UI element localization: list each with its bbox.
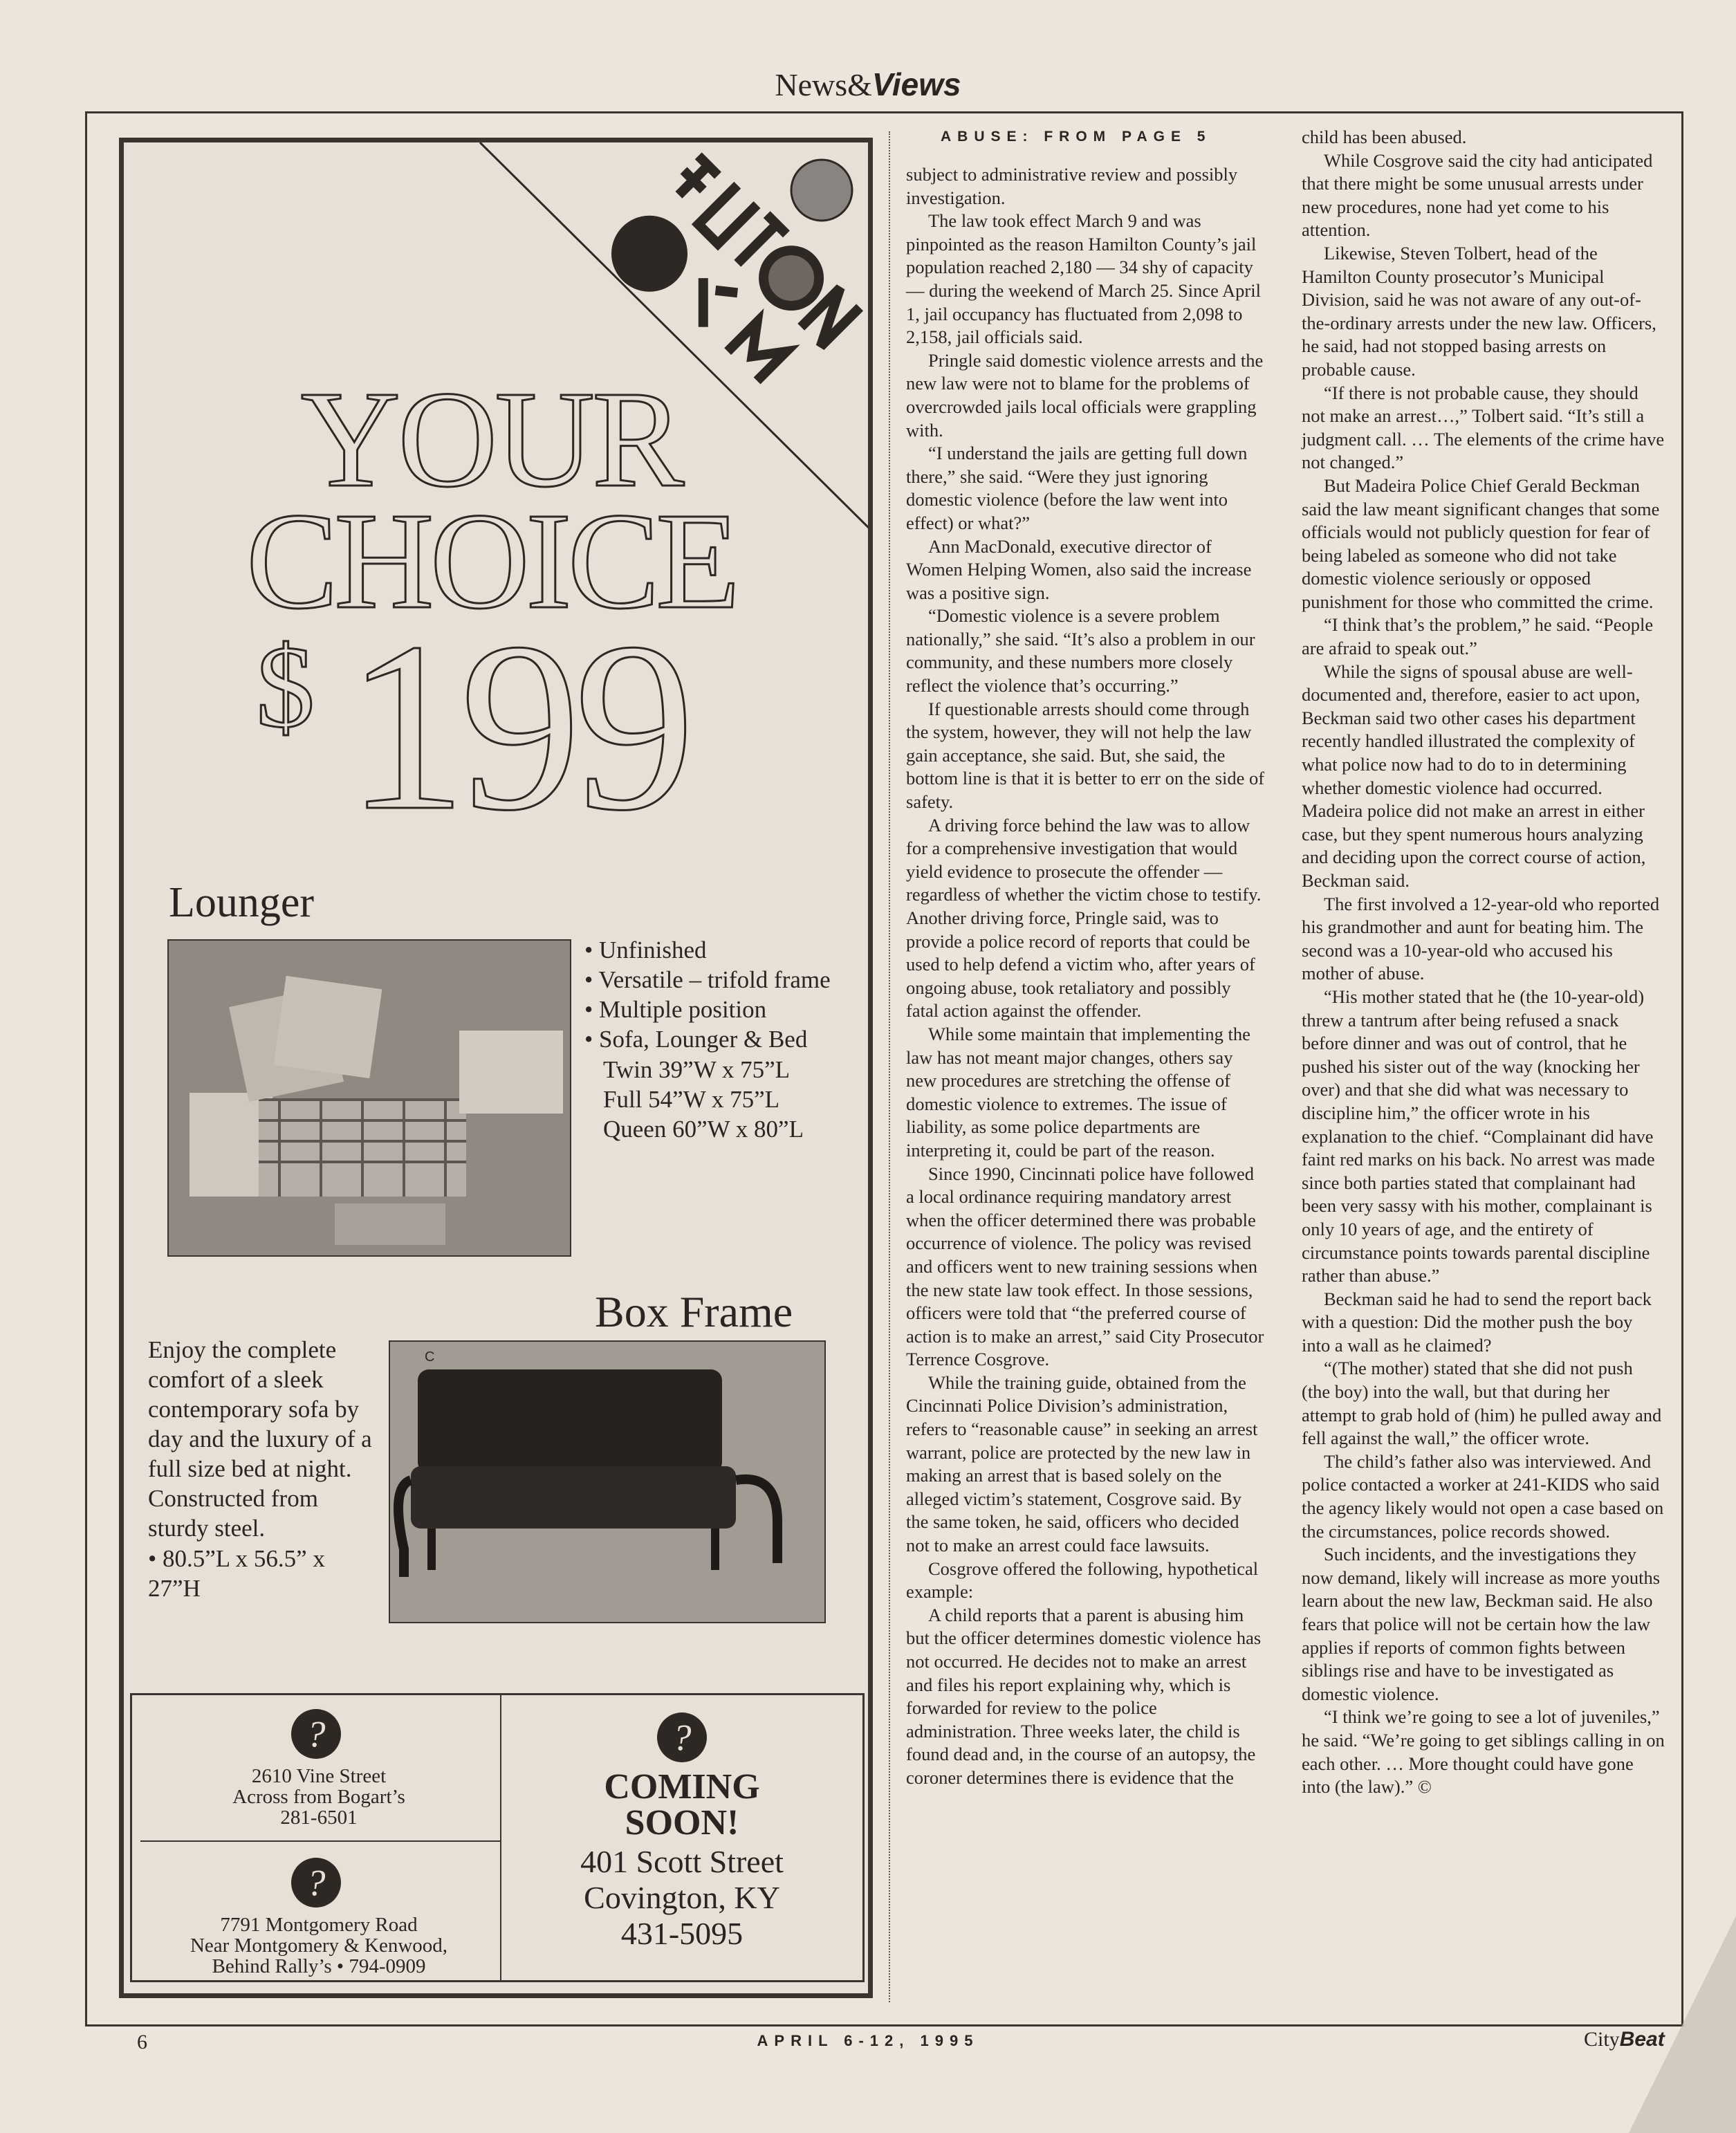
coming-soon-heading (523, 1769, 841, 1841)
ad-headline-line1: YOUR (300, 363, 682, 516)
article-paragraph: A child reports that a parent is abusing him but the officer determines domestic violence has not occurred. He decides not to make an arrest and files his report explaining why, which is forwarded for review to the police administration. Three weeks later, the child is found dead and, in the course of an autopsy, the coroner determines there is evidence that the (906, 1604, 1262, 1788)
brand-city: City (1584, 2028, 1620, 2051)
lounger-sizes (603, 1055, 804, 1144)
coming-to-cincinnati-logo-icon (573, 149, 863, 398)
article-paragraph: child has been abused. (1302, 127, 1467, 147)
article-paragraph: “Domestic violence is a severe problem nationally,” she said. “It’s also a problem in our community, and these numbers more closely reflect the violence that’s occurring.” (906, 605, 1255, 696)
article-paragraph: subject to administrative review and possibly investigation. (906, 164, 1238, 208)
store-question-icon: ? (657, 1712, 707, 1762)
store-vine-phone: 281-6501 (280, 1807, 358, 1829)
coming-soon-address: 401 Scott Street (580, 1844, 784, 1879)
lounger-feature: • Sofa, Lounger & Bed (584, 1024, 831, 1054)
ad-headline-line2: CHOICE (246, 485, 737, 638)
article-paragraph: Beckman said he had to send the report back with a question: Did the mother push the boy into a wall as he claimed? (1302, 1288, 1652, 1356)
article-paragraph: The first involved a 12-year-old who reported his grandmother and aunt for beating him. The second was a 10-year-old who accused his mother of abuse. (1302, 893, 1660, 984)
article-jump-kicker: ABUSE: FROM PAGE 5 (941, 129, 1212, 145)
section-masthead (0, 66, 1736, 103)
store-question-icon: ? (291, 1709, 341, 1759)
box-frame-photo-mark: C (425, 1349, 435, 1365)
article-paragraph: While some maintain that implementing the law has not meant major changes, others say new procedures are stretching the offense of domestic violence to extremes. The issue of liability, as some police departments are interpreting it, could be part of the reason. (906, 1023, 1250, 1161)
column-divider (889, 131, 890, 2002)
article-paragraph: Such incidents, and the investigations they now demand, likely will increase as more youths learn about the new law, Beckman said. He also fears that police will not be certain how the law applies if reports of common fights between siblings rise and have to be investigated as domestic violence. (1302, 1544, 1661, 1704)
lounger-feature: • Multiple position (584, 995, 831, 1024)
stores-vertical-divider (500, 1695, 501, 1980)
article-paragraph: “His mother stated that he (the 10-year-old) threw a tantrum after being refused a snack before dinner and was out of control, that he pushed his sister out of the way (knocking her over) and that she did what was necessary to discipline him,” the officer wrote in his explanation to the chief. “Complainant did have faint red marks on his back. No arrest was made since both parties stated that complainant had been very sassy with his mother, complainant is only 10 years of age, and the entirety of circumstance points towards parental discipline rather than abuse.” (1302, 986, 1655, 1286)
article-paragraph: “(The mother) stated that she did not push (the boy) into the wall, but that during her attempt to grab hold of (him) he pulled away and fell against the wall,” the officer wrote. (1302, 1358, 1662, 1449)
store-question-icon: ? (291, 1858, 341, 1908)
store-montgomery (139, 1914, 499, 1977)
coming-soon-line1: COMING (604, 1767, 760, 1807)
lounger-feature: • Unfinished (584, 935, 831, 965)
coming-soon-phone: 431-5095 (620, 1916, 744, 1951)
article-paragraph: “I think we’re going to see a lot of juveniles,” he said. “We’re going to get siblings calling in on each other. … More thought could have gone into (the law).” © (1302, 1706, 1665, 1798)
article-paragraph: “I understand the jails are getting full down there,” she said. “Were they just ignoring domestic violence (before the law went into effect) or what?” (906, 443, 1248, 533)
article-paragraph: Likewise, Steven Tolbert, head of the Hamilton County prosecutor’s Municipal Division, said he was not aware of any out-of-the-ordinary arrests under the new law. Officers, he said, had not stopped basing arrests on probable cause. (1302, 242, 1656, 380)
article-column-1 (906, 163, 1266, 1790)
masthead-news: News& (775, 67, 872, 102)
box-frame-photo (389, 1340, 826, 1623)
price-currency-symbol: $ (256, 622, 315, 752)
page-number: 6 (137, 2031, 147, 2053)
publication-logo (1584, 2028, 1665, 2051)
lounger-features (584, 935, 831, 1054)
article-paragraph: While the training guide, obtained from the Cincinnati Police Division’s administration, refers to “reasonable cause” in seeking an arrest warrant, police are protected by the new law in making an arrest that is based solely on the alleged victim’s statement, Cosgrove said. By the same token, he said, officers who decided not to make an arrest could face lawsuits. (906, 1372, 1258, 1556)
article-paragraph: The law took effect March 9 and was pinpointed as the reason Hamilton County’s jail population reached 2,180 — 34 shy of capacity — during the weekend of March 25. Since April 1, jail occupancy has fluctuated from 2,098 to 2,158, jail officials said. (906, 210, 1261, 348)
article-paragraph: Since 1990, Cincinnati police have followed a local ordinance requiring mandatory arrest when the officer determined there was probable occurrence of violence. The policy was revised and officers went to new training sessions when the new state law took effect. In those sessions, officers were told that “the preferred course of action is to make an arrest,” said City Prosecutor Terrence Cosgrove. (906, 1163, 1264, 1370)
store-montgomery-phone: Behind Rally’s • 794-0909 (212, 1955, 426, 1977)
issue-date: APRIL 6-12, 1995 (757, 2032, 979, 2049)
lounger-photo (167, 939, 571, 1257)
lounger-feature: • Versatile – trifold frame (584, 965, 831, 995)
store-vine (139, 1766, 499, 1828)
store-montgomery-address: 7791 Montgomery Road (220, 1914, 418, 1936)
store-montgomery-landmark: Near Montgomery & Kenwood, (190, 1935, 448, 1957)
coming-soon-city: Covington, KY (584, 1880, 780, 1915)
article-paragraph: If questionable arrests should come through the system, however, they will not help the law gain acceptance, she said. But, she said, the bottom line is that it is better to err on the side of safety. (906, 698, 1265, 813)
stores-horizontal-divider (140, 1840, 500, 1842)
store-vine-address: 2610 Vine Street (251, 1765, 387, 1787)
box-frame-title: Box Frame (595, 1287, 793, 1336)
box-frame-illustration (390, 1342, 824, 1622)
article-column-2 (1302, 126, 1665, 1799)
article-paragraph: “I think that’s the problem,” he said. “People are afraid to speak out.” (1302, 614, 1654, 659)
price-value: 199 (346, 592, 688, 860)
article-paragraph: But Madeira Police Chief Gerald Beckman said the law meant significant changes that some officials would not publicly question for fear of being labeled as someone who did not take domestic violence seriously or opposed punishment for those who committed the crime. (1302, 474, 1660, 612)
article-paragraph: The child’s father also was interviewed. And police contacted a worker at 241-KIDS who said the agency likely would not open a case based on the circumstances, police records showed. (1302, 1450, 1664, 1542)
article-paragraph: Pringle said domestic violence arrests and the new law were not to blame for the problems of overcrowded jails local officials were grappling with. (906, 349, 1264, 441)
masthead-views: Views (871, 66, 961, 102)
article-paragraph: “If there is not probable cause, they should not make an arrest…,” Tolbert said. “It’s still a judgment call. … The elements of the crime have not changed.” (1302, 382, 1665, 473)
article-paragraph: Ann MacDonald, executive director of Women Helping Women, also said the increase was a positive sign. (906, 535, 1252, 603)
coming-soon-location (523, 1844, 841, 1952)
lounger-size-queen: Queen 60”W x 80”L (603, 1116, 804, 1143)
lounger-title: Lounger (169, 879, 315, 926)
box-frame-description: Enjoy the complete comfort of a sleek contemporary sofa by day and the luxury of a full size bed at night. Constructed from sturdy steel. (148, 1336, 372, 1542)
article-paragraph: A driving force behind the law was to allow for a comprehensive investigation that would yield evidence to prosecute the offender — regardless of whether the victim chose to testify. Another driving force, Pringle said, was to provide a police record of reports that could be used to help defend a victim who, after years of ongoing abuse, took retaliatory and possibly fatal action against the offender. (906, 814, 1262, 1022)
brand-beat: Beat (1619, 2028, 1665, 2051)
article-paragraph: While Cosgrove said the city had anticipated that there might be some unusual arrests under new procedures, none had yet come to his attention. (1302, 149, 1653, 241)
lounger-size-twin: Twin 39”W x 75”L (603, 1056, 791, 1083)
box-frame-dimensions: • 80.5”L x 56.5” x 27”H (148, 1545, 325, 1602)
store-vine-landmark: Across from Bogart’s (232, 1786, 405, 1808)
coming-soon-line2: SOON! (625, 1803, 739, 1843)
article-paragraph: While the signs of spousal abuse are well-documented and, therefore, easier to act upon, Beckman said two other cases his department recently handled illustrated the complexity of what police now had to do to in determining whether domestic violence had occurred. Madeira police did not make an arrest in either case, but they spent numerous hours analyzing and deciding upon the correct course of action, Beckman said. (1302, 661, 1646, 891)
lounger-size-full: Full 54”W x 75”L (603, 1086, 780, 1113)
lounger-illustration (169, 941, 570, 1255)
article-paragraph: Cosgrove offered the following, hypothetical example: (906, 1558, 1259, 1603)
